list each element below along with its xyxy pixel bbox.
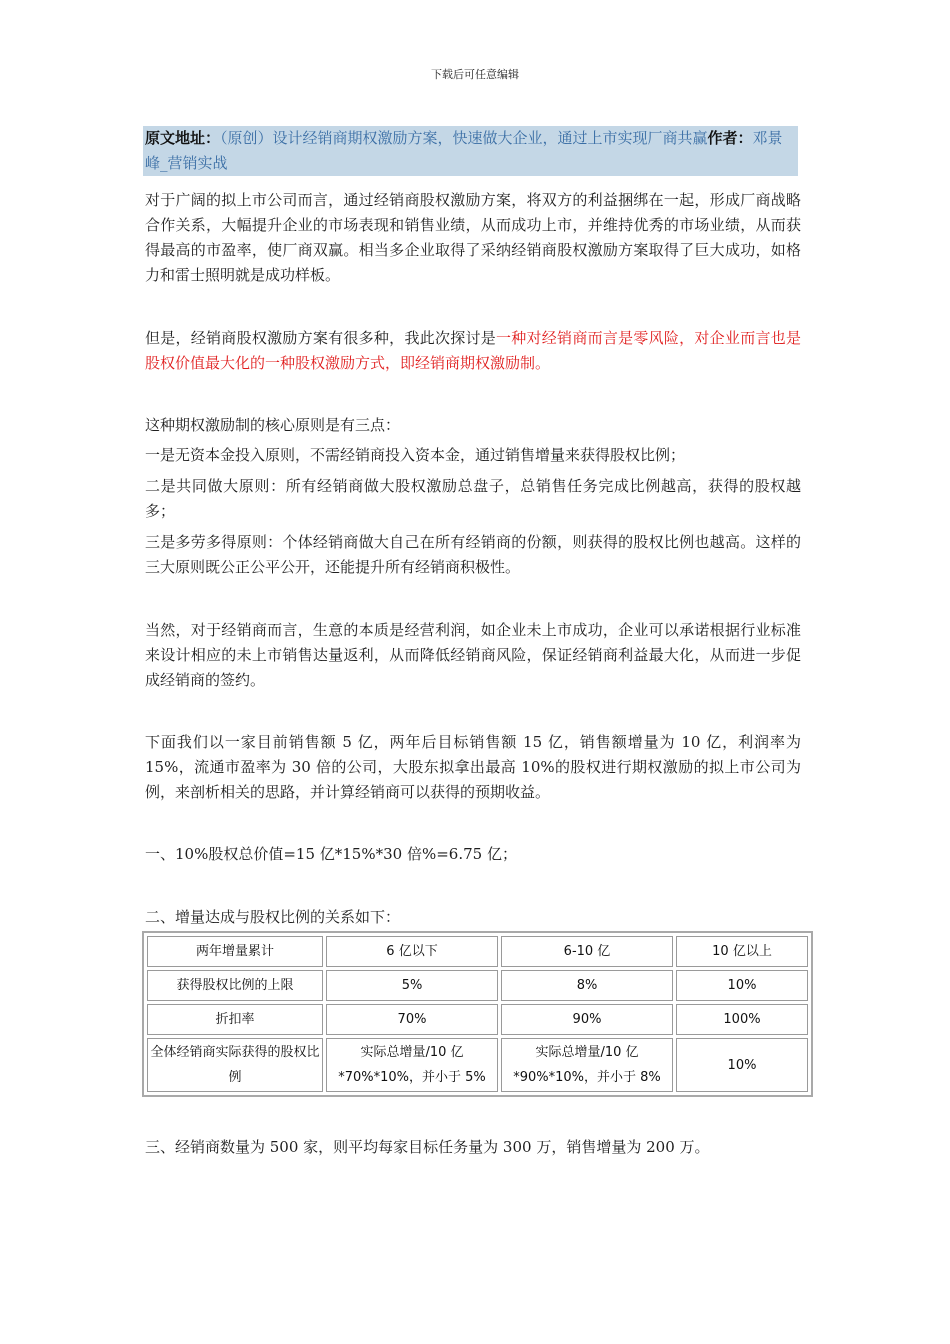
table-row bbox=[147, 1004, 808, 1035]
paragraph-step-2: 二、增量达成与股权比例的关系如下： bbox=[145, 908, 401, 926]
table-cell: 两年增量累计 bbox=[147, 936, 323, 967]
paragraph-example: 下面我们以一家目前销售额 5 亿，两年后目标销售额 15 亿，销售额增量为 10 亿，利润率为 15%，流通市盈率为 30 倍的公司，大股东拟拿出最高 10%的股权进行期权激励的拟上市公司为例，来剖析相关的思路，并计算经销商可以获得的预期收益。 bbox=[145, 733, 801, 801]
table-cell: 获得股权比例的上限 bbox=[147, 970, 323, 1001]
paragraph-however bbox=[145, 326, 801, 376]
table-cell: 8% bbox=[501, 970, 673, 1001]
table-cell: 10% bbox=[676, 1038, 808, 1092]
paragraph-principles-intro: 这种期权激励制的核心原则是有三点： bbox=[145, 416, 401, 434]
table-cell: 6-10 亿 bbox=[501, 936, 673, 967]
paragraph-principle-1: 一是无资本金投入原则，不需经销商投入资本金，通过销售增量来获得股权比例； bbox=[145, 446, 686, 464]
table-cell: 实际总增量/10 亿*70%*10%，并小于 5% bbox=[326, 1038, 498, 1092]
author-label: 作者： bbox=[707, 129, 753, 147]
table-cell: 10% bbox=[676, 970, 808, 1001]
table-cell: 90% bbox=[501, 1004, 673, 1035]
equity-ratio-table bbox=[142, 931, 813, 1097]
table-row bbox=[147, 970, 808, 1001]
table-cell: 5% bbox=[326, 970, 498, 1001]
table-cell: 10 亿以上 bbox=[676, 936, 808, 967]
source-link[interactable]: （原创）设计经销商期权激励方案，快速做大企业，通过上市实现厂商共赢 bbox=[220, 129, 708, 147]
author-link[interactable]: 邓景峰_营销实战 bbox=[145, 129, 783, 172]
paragraph-step-3: 三、经销商数量为 500 家，则平均每家目标任务量为 300 万，销售增量为 200 万。 bbox=[145, 1138, 710, 1156]
table-row bbox=[147, 936, 808, 967]
paragraph-intro: 对于广阔的拟上市公司而言，通过经销商股权激励方案，将双方的利益捆绑在一起，形成厂商战略合作关系，大幅提升企业的市场表现和销售业绩，从而成功上市，并维持优秀的市场业绩，从而获得最高的市盈率，使厂商双赢。相当多企业取得了采纳经销商股权激励方案取得了巨大成功，如格力和雷士照明就是成功样板。 bbox=[145, 191, 801, 284]
table-cell: 实际总增量/10 亿*90%*10%，并小于 8% bbox=[501, 1038, 673, 1092]
paragraph-principle-2: 二是共同做大原则：所有经销商做大股权激励总盘子，总销售任务完成比例越高，获得的股权越多； bbox=[145, 477, 801, 520]
source-label: 原文地址： bbox=[145, 129, 221, 147]
paragraph-principle-3: 三是多劳多得原则：个体经销商做大自己在所有经销商的份额，则获得的股权比例也越高。这样的三大原则既公正公平公开，还能提升所有经销商积极性。 bbox=[145, 533, 801, 576]
table-cell: 100% bbox=[676, 1004, 808, 1035]
table-row bbox=[147, 1038, 808, 1092]
table-cell: 折扣率 bbox=[147, 1004, 323, 1035]
table-cell: 全体经销商实际获得的股权比例 bbox=[147, 1038, 323, 1092]
paragraph-step-1: 一、10%股权总价值=15 亿*15%*30 倍%=6.75 亿； bbox=[145, 845, 517, 863]
table-cell: 70% bbox=[326, 1004, 498, 1035]
page-header: 下载后可任意编辑 bbox=[431, 68, 519, 81]
paragraph-however-text: 但是，经销商股权激励方案有很多种，我此次探讨是 bbox=[145, 329, 497, 347]
source-info-box bbox=[143, 126, 798, 176]
table-cell: 6 亿以下 bbox=[326, 936, 498, 967]
highlighted-text: 一种对经销商而言是零风险，对企业而言也是股权价值最大化的一种股权激励方式，即经销商期权激励制。 bbox=[145, 329, 801, 372]
paragraph-business-note: 当然，对于经销商而言，生意的本质是经营利润，如企业未上市成功，企业可以承诺根据行业标准来设计相应的未上市销售达量返利，从而降低经销商风险，保证经销商利益最大化，从而进一步促成经销商的签约。 bbox=[145, 621, 801, 689]
